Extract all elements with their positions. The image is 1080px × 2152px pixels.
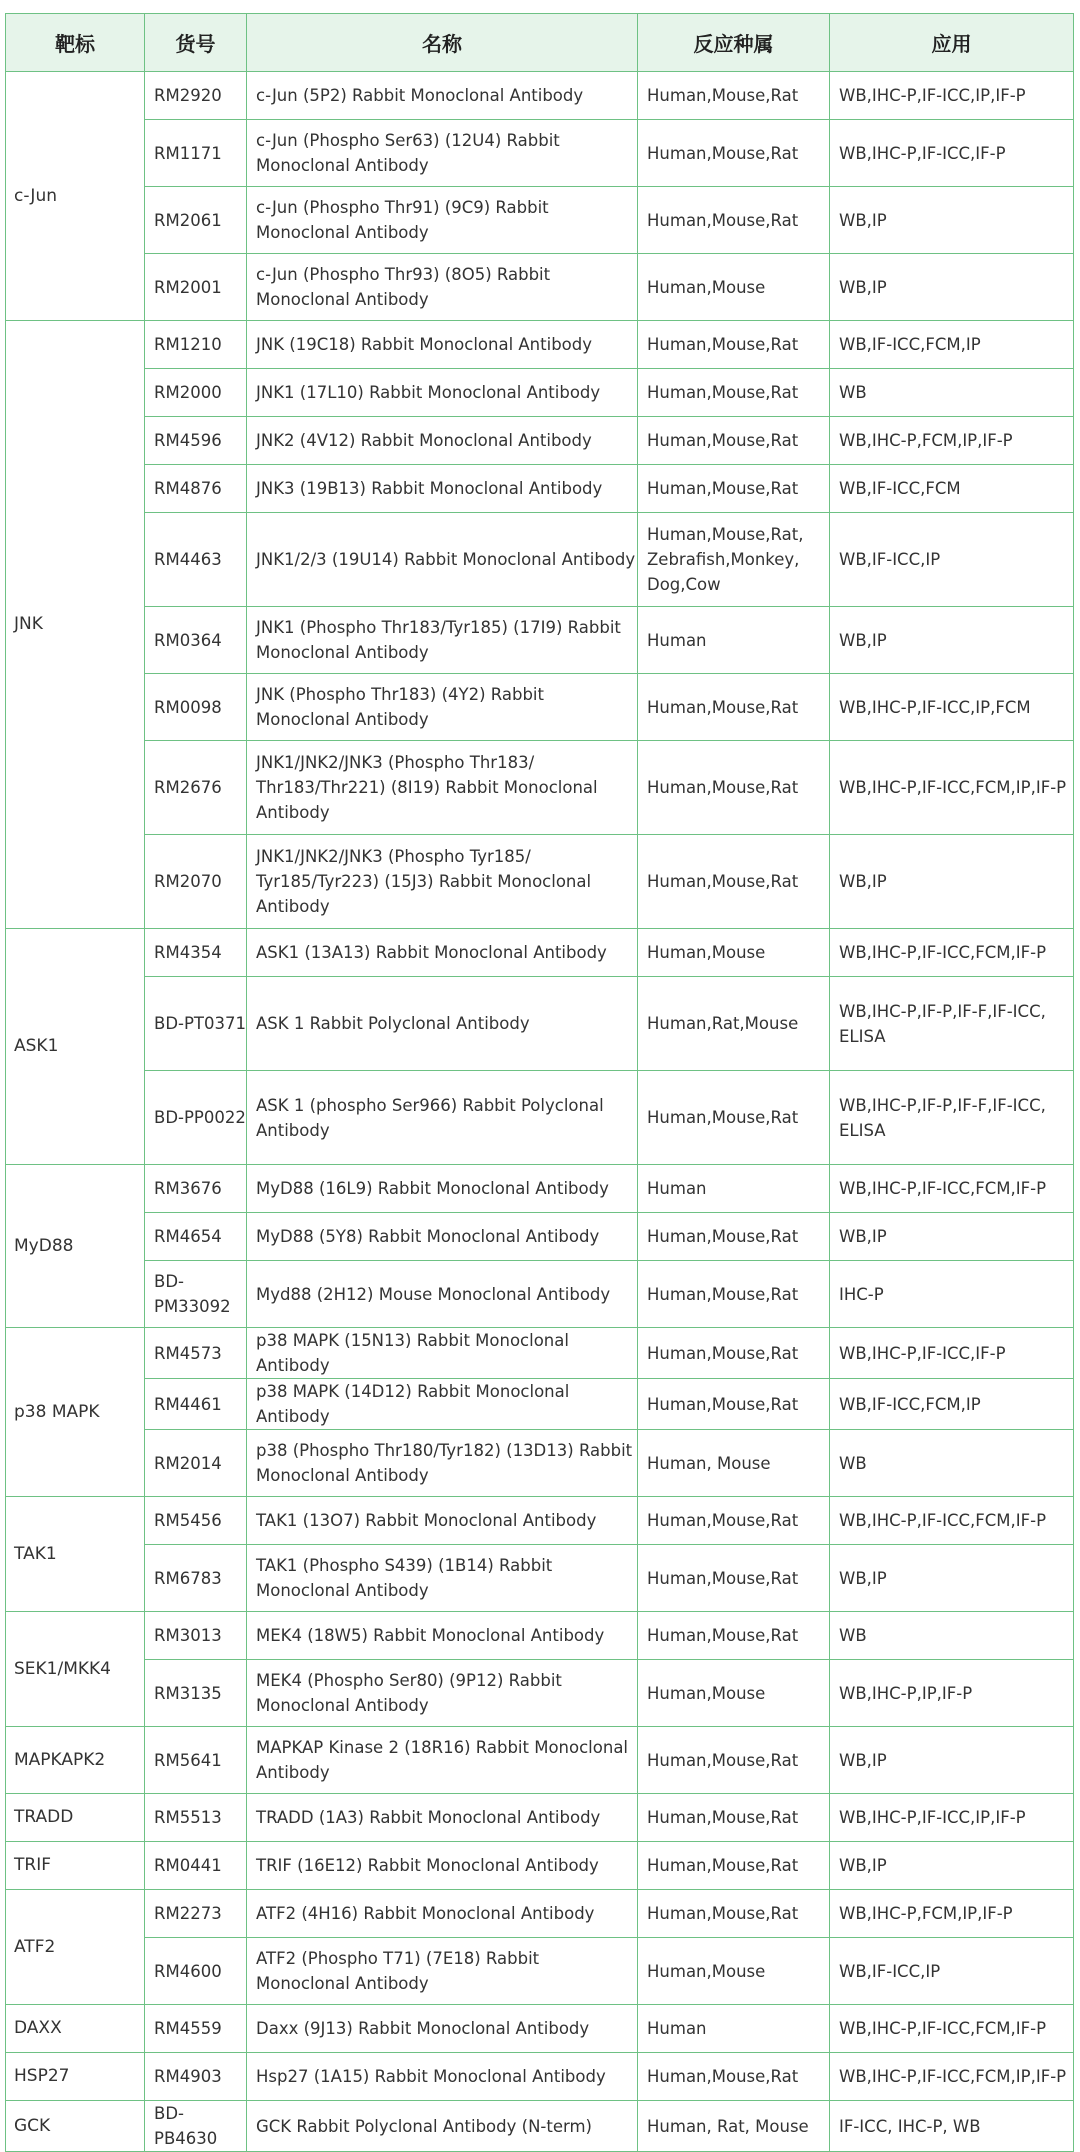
- name-cell: JNK (19C18) Rabbit Monoclonal Antibody: [247, 321, 638, 369]
- application-cell: WB,IHC-P,IF-ICC,IF-P: [830, 120, 1074, 187]
- species-cell: Human,Mouse,Rat: [638, 741, 830, 835]
- table-row: [6, 1938, 1074, 2005]
- table-row: [6, 1213, 1074, 1261]
- species-cell: Human,Mouse: [638, 1938, 830, 2005]
- sku-cell: RM0364: [145, 607, 247, 674]
- name-cell: JNK1 (Phospho Thr183/Tyr185) (17I9) Rabbit Monoclonal Antibody: [247, 607, 638, 674]
- name-cell: ASK 1 Rabbit Polyclonal Antibody: [247, 977, 638, 1071]
- target-cell: ASK1: [6, 929, 145, 1165]
- target-cell: TRIF: [6, 1842, 145, 1890]
- sku-cell: RM1210: [145, 321, 247, 369]
- target-cell: TRADD: [6, 1794, 145, 1842]
- sku-cell: RM2676: [145, 741, 247, 835]
- table-row: [6, 1727, 1074, 1794]
- sku-cell: RM2061: [145, 187, 247, 254]
- name-cell: JNK (Phospho Thr183) (4Y2) Rabbit Monoclonal Antibody: [247, 674, 638, 741]
- application-cell: WB,IP: [830, 1545, 1074, 1612]
- species-cell: Human,Mouse: [638, 254, 830, 321]
- sku-cell: RM4596: [145, 417, 247, 465]
- species-cell: Human,Mouse,Rat: [638, 1545, 830, 1612]
- name-cell: GCK Rabbit Polyclonal Antibody (N-term): [247, 2101, 638, 2152]
- species-cell: Human,Mouse,Rat, Zebrafish,Monkey, Dog,Cow: [638, 513, 830, 607]
- species-cell: Human,Mouse: [638, 1660, 830, 1727]
- species-cell: Human: [638, 2005, 830, 2053]
- table-row: [6, 1794, 1074, 1842]
- species-cell: Human: [638, 607, 830, 674]
- sku-cell: RM1171: [145, 120, 247, 187]
- species-cell: Human,Mouse,Rat: [638, 1379, 830, 1430]
- name-cell: p38 MAPK (15N13) Rabbit Monoclonal Antibody: [247, 1328, 638, 1379]
- antibody-table-container: [5, 13, 1073, 2152]
- application-cell: WB,IF-ICC,FCM,IP: [830, 1379, 1074, 1430]
- header-target: 靶标: [6, 14, 145, 72]
- name-cell: MEK4 (Phospho Ser80) (9P12) Rabbit Monoclonal Antibody: [247, 1660, 638, 1727]
- table-row: [6, 1612, 1074, 1660]
- table-body: [6, 72, 1074, 2152]
- sku-cell: RM4573: [145, 1328, 247, 1379]
- table-row: [6, 1430, 1074, 1497]
- species-cell: Human,Mouse,Rat: [638, 2053, 830, 2101]
- name-cell: ATF2 (Phospho T71) (7E18) Rabbit Monoclonal Antibody: [247, 1938, 638, 2005]
- application-cell: WB,IHC-P,IF-ICC,FCM,IF-P: [830, 929, 1074, 977]
- application-cell: WB,IHC-P,IF-ICC,FCM,IP,IF-P: [830, 741, 1074, 835]
- species-cell: Human,Rat,Mouse: [638, 977, 830, 1071]
- application-cell: WB,IF-ICC,FCM: [830, 465, 1074, 513]
- table-row: [6, 2005, 1074, 2053]
- name-cell: c-Jun (5P2) Rabbit Monoclonal Antibody: [247, 72, 638, 120]
- application-cell: WB,IP: [830, 1727, 1074, 1794]
- table-row: [6, 1890, 1074, 1938]
- species-cell: Human,Mouse,Rat: [638, 120, 830, 187]
- species-cell: Human, Mouse: [638, 1430, 830, 1497]
- application-cell: WB,IP: [830, 254, 1074, 321]
- target-cell: MAPKAPK2: [6, 1727, 145, 1794]
- table-row: [6, 1328, 1074, 1379]
- sku-cell: RM3013: [145, 1612, 247, 1660]
- table-row: [6, 674, 1074, 741]
- name-cell: ASK 1 (phospho Ser966) Rabbit Polyclonal Antibody: [247, 1071, 638, 1165]
- application-cell: IF-ICC, IHC-P, WB: [830, 2101, 1074, 2152]
- species-cell: Human,Mouse,Rat: [638, 1213, 830, 1261]
- application-cell: WB: [830, 1612, 1074, 1660]
- table-row: [6, 835, 1074, 929]
- application-cell: WB,IP: [830, 187, 1074, 254]
- table-row: [6, 465, 1074, 513]
- name-cell: JNK1/JNK2/JNK3 (Phospho Thr183/ Thr183/Thr221) (8I19) Rabbit Monoclonal Antibody: [247, 741, 638, 835]
- sku-cell: RM2014: [145, 1430, 247, 1497]
- table-row: [6, 120, 1074, 187]
- species-cell: Human,Mouse: [638, 929, 830, 977]
- header-species: 反应种属: [638, 14, 830, 72]
- application-cell: WB,IHC-P,FCM,IP,IF-P: [830, 1890, 1074, 1938]
- target-cell: c-Jun: [6, 72, 145, 321]
- application-cell: WB,IHC-P,IF-ICC,IP,FCM: [830, 674, 1074, 741]
- species-cell: Human,Mouse,Rat: [638, 1328, 830, 1379]
- application-cell: WB,IHC-P,FCM,IP,IF-P: [830, 417, 1074, 465]
- species-cell: Human,Mouse,Rat: [638, 1497, 830, 1545]
- target-cell: MyD88: [6, 1165, 145, 1328]
- sku-cell: RM2001: [145, 254, 247, 321]
- sku-cell: RM4559: [145, 2005, 247, 2053]
- species-cell: Human,Mouse,Rat: [638, 1794, 830, 1842]
- name-cell: ASK1 (13A13) Rabbit Monoclonal Antibody: [247, 929, 638, 977]
- name-cell: p38 MAPK (14D12) Rabbit Monoclonal Antibody: [247, 1379, 638, 1430]
- application-cell: WB: [830, 1430, 1074, 1497]
- application-cell: WB,IF-ICC,FCM,IP: [830, 321, 1074, 369]
- target-cell: TAK1: [6, 1497, 145, 1612]
- name-cell: Daxx (9J13) Rabbit Monoclonal Antibody: [247, 2005, 638, 2053]
- table-row: [6, 2053, 1074, 2101]
- application-cell: WB,IF-ICC,IP: [830, 1938, 1074, 2005]
- header-sku: 货号: [145, 14, 247, 72]
- table-row: [6, 607, 1074, 674]
- sku-cell: RM3676: [145, 1165, 247, 1213]
- application-cell: WB,IP: [830, 1842, 1074, 1890]
- species-cell: Human,Mouse,Rat: [638, 321, 830, 369]
- species-cell: Human, Rat, Mouse: [638, 2101, 830, 2152]
- name-cell: TAK1 (13O7) Rabbit Monoclonal Antibody: [247, 1497, 638, 1545]
- sku-cell: RM0098: [145, 674, 247, 741]
- table-row: [6, 321, 1074, 369]
- application-cell: WB,IP: [830, 607, 1074, 674]
- name-cell: MyD88 (16L9) Rabbit Monoclonal Antibody: [247, 1165, 638, 1213]
- species-cell: Human,Mouse,Rat: [638, 1727, 830, 1794]
- species-cell: Human,Mouse,Rat: [638, 1890, 830, 1938]
- target-cell: SEK1/MKK4: [6, 1612, 145, 1727]
- target-cell: GCK: [6, 2101, 145, 2152]
- species-cell: Human,Mouse,Rat: [638, 72, 830, 120]
- species-cell: Human: [638, 1165, 830, 1213]
- table-row: [6, 1842, 1074, 1890]
- sku-cell: RM2273: [145, 1890, 247, 1938]
- name-cell: JNK1/JNK2/JNK3 (Phospho Tyr185/ Tyr185/Tyr223) (15J3) Rabbit Monoclonal Antibody: [247, 835, 638, 929]
- application-cell: WB,IHC-P,IF-ICC,FCM,IF-P: [830, 2005, 1074, 2053]
- table-row: [6, 417, 1074, 465]
- name-cell: c-Jun (Phospho Ser63) (12U4) Rabbit Monoclonal Antibody: [247, 120, 638, 187]
- table-row: [6, 1497, 1074, 1545]
- table-row: [6, 254, 1074, 321]
- application-cell: WB: [830, 369, 1074, 417]
- target-cell: p38 MAPK: [6, 1328, 145, 1497]
- sku-cell: RM5641: [145, 1727, 247, 1794]
- antibody-table: [5, 13, 1074, 2152]
- sku-cell: RM4876: [145, 465, 247, 513]
- sku-cell: RM3135: [145, 1660, 247, 1727]
- header-name: 名称: [247, 14, 638, 72]
- species-cell: Human,Mouse,Rat: [638, 1071, 830, 1165]
- sku-cell: RM2920: [145, 72, 247, 120]
- table-row: [6, 1660, 1074, 1727]
- sku-cell: BD-PB4630: [145, 2101, 247, 2152]
- species-cell: Human,Mouse,Rat: [638, 417, 830, 465]
- header-row: [6, 14, 1074, 72]
- application-cell: WB,IHC-P,IF-ICC,IF-P: [830, 1328, 1074, 1379]
- name-cell: JNK3 (19B13) Rabbit Monoclonal Antibody: [247, 465, 638, 513]
- sku-cell: RM4354: [145, 929, 247, 977]
- application-cell: WB,IHC-P,IF-P,IF-F,IF-ICC, ELISA: [830, 977, 1074, 1071]
- table-row: [6, 1165, 1074, 1213]
- name-cell: MAPKAP Kinase 2 (18R16) Rabbit Monoclonal Antibody: [247, 1727, 638, 1794]
- target-cell: JNK: [6, 321, 145, 929]
- application-cell: WB,IHC-P,IP,IF-P: [830, 1660, 1074, 1727]
- sku-cell: RM5456: [145, 1497, 247, 1545]
- sku-cell: RM2000: [145, 369, 247, 417]
- target-cell: ATF2: [6, 1890, 145, 2005]
- application-cell: WB,IHC-P,IF-ICC,FCM,IP,IF-P: [830, 2053, 1074, 2101]
- application-cell: WB,IHC-P,IF-ICC,IP,IF-P: [830, 72, 1074, 120]
- species-cell: Human,Mouse,Rat: [638, 835, 830, 929]
- application-cell: IHC-P: [830, 1261, 1074, 1328]
- table-row: [6, 513, 1074, 607]
- table-row: [6, 1261, 1074, 1328]
- sku-cell: BD- PM33092: [145, 1261, 247, 1328]
- table-row: [6, 369, 1074, 417]
- sku-cell: RM5513: [145, 1794, 247, 1842]
- name-cell: TRADD (1A3) Rabbit Monoclonal Antibody: [247, 1794, 638, 1842]
- target-cell: DAXX: [6, 2005, 145, 2053]
- table-row: [6, 2101, 1074, 2152]
- sku-cell: RM6783: [145, 1545, 247, 1612]
- name-cell: c-Jun (Phospho Thr93) (8O5) Rabbit Monoclonal Antibody: [247, 254, 638, 321]
- table-row: [6, 1545, 1074, 1612]
- table-row: [6, 1071, 1074, 1165]
- species-cell: Human,Mouse,Rat: [638, 1842, 830, 1890]
- name-cell: Hsp27 (1A15) Rabbit Monoclonal Antibody: [247, 2053, 638, 2101]
- application-cell: WB,IP: [830, 835, 1074, 929]
- application-cell: WB,IF-ICC,IP: [830, 513, 1074, 607]
- application-cell: WB,IP: [830, 1213, 1074, 1261]
- sku-cell: RM4461: [145, 1379, 247, 1430]
- sku-cell: RM4463: [145, 513, 247, 607]
- sku-cell: RM4903: [145, 2053, 247, 2101]
- species-cell: Human,Mouse,Rat: [638, 674, 830, 741]
- name-cell: TAK1 (Phospho S439) (1B14) Rabbit Monoclonal Antibody: [247, 1545, 638, 1612]
- sku-cell: RM4654: [145, 1213, 247, 1261]
- sku-cell: RM4600: [145, 1938, 247, 2005]
- header-application: 应用: [830, 14, 1074, 72]
- application-cell: WB,IHC-P,IF-ICC,FCM,IF-P: [830, 1165, 1074, 1213]
- species-cell: Human,Mouse,Rat: [638, 1261, 830, 1328]
- sku-cell: RM0441: [145, 1842, 247, 1890]
- name-cell: c-Jun (Phospho Thr91) (9C9) Rabbit Monoclonal Antibody: [247, 187, 638, 254]
- table-row: [6, 741, 1074, 835]
- application-cell: WB,IHC-P,IF-P,IF-F,IF-ICC, ELISA: [830, 1071, 1074, 1165]
- name-cell: JNK1/2/3 (19U14) Rabbit Monoclonal Antibody: [247, 513, 638, 607]
- name-cell: JNK1 (17L10) Rabbit Monoclonal Antibody: [247, 369, 638, 417]
- application-cell: WB,IHC-P,IF-ICC,IP,IF-P: [830, 1794, 1074, 1842]
- sku-cell: BD-PT0371: [145, 977, 247, 1071]
- sku-cell: RM2070: [145, 835, 247, 929]
- sku-cell: BD-PP0022: [145, 1071, 247, 1165]
- table-row: [6, 72, 1074, 120]
- name-cell: MyD88 (5Y8) Rabbit Monoclonal Antibody: [247, 1213, 638, 1261]
- name-cell: p38 (Phospho Thr180/Tyr182) (13D13) Rabbit Monoclonal Antibody: [247, 1430, 638, 1497]
- species-cell: Human,Mouse,Rat: [638, 187, 830, 254]
- table-row: [6, 187, 1074, 254]
- name-cell: Myd88 (2H12) Mouse Monoclonal Antibody: [247, 1261, 638, 1328]
- species-cell: Human,Mouse,Rat: [638, 465, 830, 513]
- species-cell: Human,Mouse,Rat: [638, 1612, 830, 1660]
- name-cell: TRIF (16E12) Rabbit Monoclonal Antibody: [247, 1842, 638, 1890]
- name-cell: JNK2 (4V12) Rabbit Monoclonal Antibody: [247, 417, 638, 465]
- table-row: [6, 929, 1074, 977]
- table-row: [6, 1379, 1074, 1430]
- name-cell: ATF2 (4H16) Rabbit Monoclonal Antibody: [247, 1890, 638, 1938]
- target-cell: HSP27: [6, 2053, 145, 2101]
- application-cell: WB,IHC-P,IF-ICC,FCM,IF-P: [830, 1497, 1074, 1545]
- species-cell: Human,Mouse,Rat: [638, 369, 830, 417]
- table-row: [6, 977, 1074, 1071]
- name-cell: MEK4 (18W5) Rabbit Monoclonal Antibody: [247, 1612, 638, 1660]
